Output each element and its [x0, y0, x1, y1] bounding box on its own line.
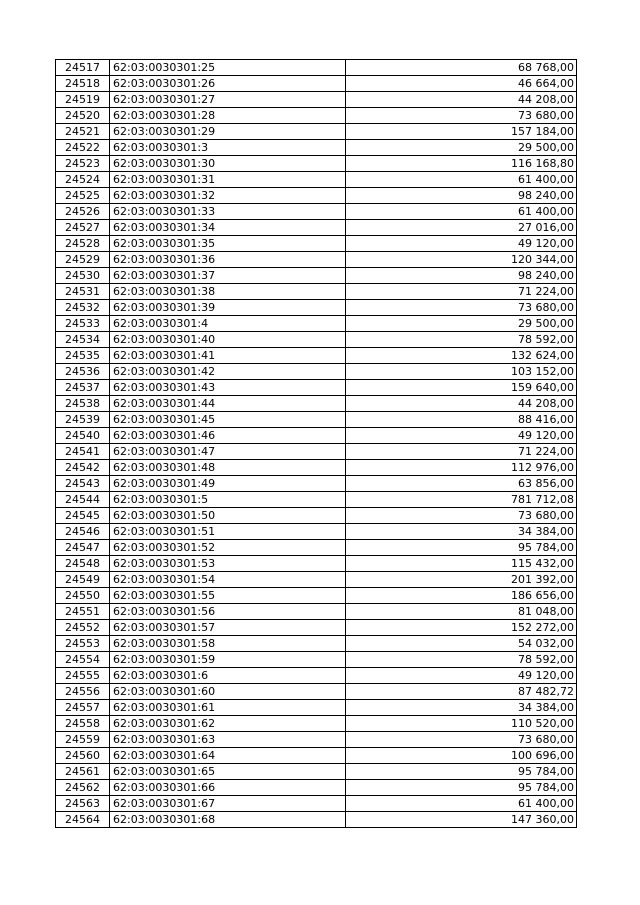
row-number-cell: 24520 — [56, 108, 110, 124]
cadastral-number-cell: 62:03:0030301:3 — [110, 140, 346, 156]
table-row — [56, 684, 577, 700]
value-cell: 95 784,00 — [346, 764, 577, 780]
row-number-cell: 24527 — [56, 220, 110, 236]
value-cell: 781 712,08 — [346, 492, 577, 508]
table-row — [56, 332, 577, 348]
cadastral-number-cell: 62:03:0030301:33 — [110, 204, 346, 220]
value-cell: 147 360,00 — [346, 812, 577, 828]
cadastral-number-cell: 62:03:0030301:5 — [110, 492, 346, 508]
table-row — [56, 108, 577, 124]
row-number-cell: 24518 — [56, 76, 110, 92]
table-row — [56, 716, 577, 732]
cadastral-number-cell: 62:03:0030301:66 — [110, 780, 346, 796]
value-cell: 63 856,00 — [346, 476, 577, 492]
cadastral-number-cell: 62:03:0030301:31 — [110, 172, 346, 188]
row-number-cell: 24559 — [56, 732, 110, 748]
row-number-cell: 24533 — [56, 316, 110, 332]
cadastral-number-cell: 62:03:0030301:41 — [110, 348, 346, 364]
cadastral-number-cell: 62:03:0030301:47 — [110, 444, 346, 460]
value-cell: 61 400,00 — [346, 172, 577, 188]
cadastral-number-cell: 62:03:0030301:4 — [110, 316, 346, 332]
row-number-cell: 24525 — [56, 188, 110, 204]
value-cell: 78 592,00 — [346, 652, 577, 668]
value-cell: 87 482,72 — [346, 684, 577, 700]
table-row — [56, 204, 577, 220]
table-row — [56, 284, 577, 300]
cadastral-number-cell: 62:03:0030301:60 — [110, 684, 346, 700]
cadastral-number-cell: 62:03:0030301:40 — [110, 332, 346, 348]
value-cell: 116 168,80 — [346, 156, 577, 172]
row-number-cell: 24523 — [56, 156, 110, 172]
value-cell: 98 240,00 — [346, 268, 577, 284]
row-number-cell: 24548 — [56, 556, 110, 572]
table-row — [56, 428, 577, 444]
value-cell: 73 680,00 — [346, 108, 577, 124]
cadastral-value-table — [55, 59, 577, 828]
cadastral-number-cell: 62:03:0030301:37 — [110, 268, 346, 284]
cadastral-number-cell: 62:03:0030301:64 — [110, 748, 346, 764]
table-row — [56, 300, 577, 316]
table-row — [56, 156, 577, 172]
row-number-cell: 24542 — [56, 460, 110, 476]
table-row — [56, 364, 577, 380]
value-cell: 152 272,00 — [346, 620, 577, 636]
row-number-cell: 24549 — [56, 572, 110, 588]
table-row — [56, 588, 577, 604]
cadastral-number-cell: 62:03:0030301:52 — [110, 540, 346, 556]
value-cell: 88 416,00 — [346, 412, 577, 428]
table-row — [56, 60, 577, 76]
row-number-cell: 24550 — [56, 588, 110, 604]
table-row — [56, 268, 577, 284]
row-number-cell: 24558 — [56, 716, 110, 732]
cadastral-number-cell: 62:03:0030301:51 — [110, 524, 346, 540]
row-number-cell: 24561 — [56, 764, 110, 780]
table-row — [56, 380, 577, 396]
cadastral-number-cell: 62:03:0030301:38 — [110, 284, 346, 300]
value-cell: 73 680,00 — [346, 508, 577, 524]
row-number-cell: 24543 — [56, 476, 110, 492]
table-row — [56, 476, 577, 492]
table-row — [56, 812, 577, 828]
value-cell: 98 240,00 — [346, 188, 577, 204]
table-row — [56, 412, 577, 428]
value-cell: 27 016,00 — [346, 220, 577, 236]
value-cell: 61 400,00 — [346, 204, 577, 220]
value-cell: 44 208,00 — [346, 396, 577, 412]
row-number-cell: 24563 — [56, 796, 110, 812]
table-row — [56, 732, 577, 748]
value-cell: 49 120,00 — [346, 236, 577, 252]
table-row — [56, 92, 577, 108]
row-number-cell: 24521 — [56, 124, 110, 140]
row-number-cell: 24545 — [56, 508, 110, 524]
value-cell: 78 592,00 — [346, 332, 577, 348]
cadastral-number-cell: 62:03:0030301:32 — [110, 188, 346, 204]
value-cell: 73 680,00 — [346, 732, 577, 748]
table-row — [56, 316, 577, 332]
cadastral-number-cell: 62:03:0030301:28 — [110, 108, 346, 124]
table-row — [56, 748, 577, 764]
table-row — [56, 396, 577, 412]
table-row — [56, 220, 577, 236]
row-number-cell: 24531 — [56, 284, 110, 300]
cadastral-number-cell: 62:03:0030301:25 — [110, 60, 346, 76]
row-number-cell: 24528 — [56, 236, 110, 252]
row-number-cell: 24537 — [56, 380, 110, 396]
row-number-cell: 24541 — [56, 444, 110, 460]
table-row — [56, 556, 577, 572]
value-cell: 68 768,00 — [346, 60, 577, 76]
row-number-cell: 24524 — [56, 172, 110, 188]
cadastral-number-cell: 62:03:0030301:68 — [110, 812, 346, 828]
row-number-cell: 24539 — [56, 412, 110, 428]
row-number-cell: 24554 — [56, 652, 110, 668]
row-number-cell: 24556 — [56, 684, 110, 700]
cadastral-number-cell: 62:03:0030301:44 — [110, 396, 346, 412]
value-cell: 186 656,00 — [346, 588, 577, 604]
cadastral-number-cell: 62:03:0030301:42 — [110, 364, 346, 380]
cadastral-number-cell: 62:03:0030301:30 — [110, 156, 346, 172]
row-number-cell: 24526 — [56, 204, 110, 220]
table-row — [56, 764, 577, 780]
row-number-cell: 24530 — [56, 268, 110, 284]
value-cell: 112 976,00 — [346, 460, 577, 476]
value-cell: 120 344,00 — [346, 252, 577, 268]
cadastral-number-cell: 62:03:0030301:54 — [110, 572, 346, 588]
cadastral-number-cell: 62:03:0030301:58 — [110, 636, 346, 652]
value-cell: 110 520,00 — [346, 716, 577, 732]
row-number-cell: 24557 — [56, 700, 110, 716]
cadastral-number-cell: 62:03:0030301:36 — [110, 252, 346, 268]
value-cell: 159 640,00 — [346, 380, 577, 396]
value-cell: 71 224,00 — [346, 444, 577, 460]
table-row — [56, 636, 577, 652]
value-cell: 95 784,00 — [346, 540, 577, 556]
value-cell: 49 120,00 — [346, 428, 577, 444]
table-row — [56, 188, 577, 204]
table-row — [56, 780, 577, 796]
table-row — [56, 700, 577, 716]
row-number-cell: 24522 — [56, 140, 110, 156]
cadastral-number-cell: 62:03:0030301:53 — [110, 556, 346, 572]
table-row — [56, 604, 577, 620]
cadastral-number-cell: 62:03:0030301:34 — [110, 220, 346, 236]
value-cell: 115 432,00 — [346, 556, 577, 572]
cadastral-number-cell: 62:03:0030301:26 — [110, 76, 346, 92]
value-cell: 100 696,00 — [346, 748, 577, 764]
table-row — [56, 124, 577, 140]
table-row — [56, 492, 577, 508]
cadastral-number-cell: 62:03:0030301:63 — [110, 732, 346, 748]
value-cell: 34 384,00 — [346, 524, 577, 540]
cadastral-number-cell: 62:03:0030301:55 — [110, 588, 346, 604]
row-number-cell: 24564 — [56, 812, 110, 828]
table-row — [56, 444, 577, 460]
table-row — [56, 524, 577, 540]
row-number-cell: 24534 — [56, 332, 110, 348]
table-row — [56, 460, 577, 476]
row-number-cell: 24517 — [56, 60, 110, 76]
cadastral-number-cell: 62:03:0030301:61 — [110, 700, 346, 716]
row-number-cell: 24540 — [56, 428, 110, 444]
cadastral-number-cell: 62:03:0030301:48 — [110, 460, 346, 476]
value-cell: 73 680,00 — [346, 300, 577, 316]
cadastral-number-cell: 62:03:0030301:62 — [110, 716, 346, 732]
table-row — [56, 76, 577, 92]
row-number-cell: 24529 — [56, 252, 110, 268]
value-cell: 157 184,00 — [346, 124, 577, 140]
cadastral-number-cell: 62:03:0030301:67 — [110, 796, 346, 812]
table-row — [56, 540, 577, 556]
cadastral-number-cell: 62:03:0030301:43 — [110, 380, 346, 396]
row-number-cell: 24544 — [56, 492, 110, 508]
table-row — [56, 172, 577, 188]
row-number-cell: 24562 — [56, 780, 110, 796]
table-row — [56, 252, 577, 268]
value-cell: 34 384,00 — [346, 700, 577, 716]
table-row — [56, 140, 577, 156]
row-number-cell: 24546 — [56, 524, 110, 540]
row-number-cell: 24535 — [56, 348, 110, 364]
row-number-cell: 24532 — [56, 300, 110, 316]
row-number-cell: 24551 — [56, 604, 110, 620]
cadastral-number-cell: 62:03:0030301:65 — [110, 764, 346, 780]
cadastral-number-cell: 62:03:0030301:57 — [110, 620, 346, 636]
value-cell: 44 208,00 — [346, 92, 577, 108]
value-cell: 81 048,00 — [346, 604, 577, 620]
table-body — [56, 60, 577, 828]
value-cell: 95 784,00 — [346, 780, 577, 796]
row-number-cell: 24536 — [56, 364, 110, 380]
cadastral-number-cell: 62:03:0030301:27 — [110, 92, 346, 108]
value-cell: 61 400,00 — [346, 796, 577, 812]
cadastral-number-cell: 62:03:0030301:46 — [110, 428, 346, 444]
cadastral-number-cell: 62:03:0030301:56 — [110, 604, 346, 620]
value-cell: 54 032,00 — [346, 636, 577, 652]
row-number-cell: 24560 — [56, 748, 110, 764]
table-row — [56, 652, 577, 668]
value-cell: 46 664,00 — [346, 76, 577, 92]
row-number-cell: 24553 — [56, 636, 110, 652]
table-row — [56, 348, 577, 364]
cadastral-number-cell: 62:03:0030301:59 — [110, 652, 346, 668]
row-number-cell: 24538 — [56, 396, 110, 412]
row-number-cell: 24519 — [56, 92, 110, 108]
cadastral-number-cell: 62:03:0030301:29 — [110, 124, 346, 140]
value-cell: 29 500,00 — [346, 316, 577, 332]
cadastral-number-cell: 62:03:0030301:6 — [110, 668, 346, 684]
table-row — [56, 796, 577, 812]
value-cell: 132 624,00 — [346, 348, 577, 364]
cadastral-number-cell: 62:03:0030301:39 — [110, 300, 346, 316]
value-cell: 49 120,00 — [346, 668, 577, 684]
value-cell: 201 392,00 — [346, 572, 577, 588]
table-row — [56, 508, 577, 524]
table-row — [56, 236, 577, 252]
cadastral-number-cell: 62:03:0030301:45 — [110, 412, 346, 428]
value-cell: 103 152,00 — [346, 364, 577, 380]
cadastral-number-cell: 62:03:0030301:49 — [110, 476, 346, 492]
row-number-cell: 24555 — [56, 668, 110, 684]
row-number-cell: 24552 — [56, 620, 110, 636]
table-row — [56, 572, 577, 588]
table-row — [56, 668, 577, 684]
value-cell: 71 224,00 — [346, 284, 577, 300]
value-cell: 29 500,00 — [346, 140, 577, 156]
table-row — [56, 620, 577, 636]
cadastral-number-cell: 62:03:0030301:50 — [110, 508, 346, 524]
cadastral-number-cell: 62:03:0030301:35 — [110, 236, 346, 252]
row-number-cell: 24547 — [56, 540, 110, 556]
